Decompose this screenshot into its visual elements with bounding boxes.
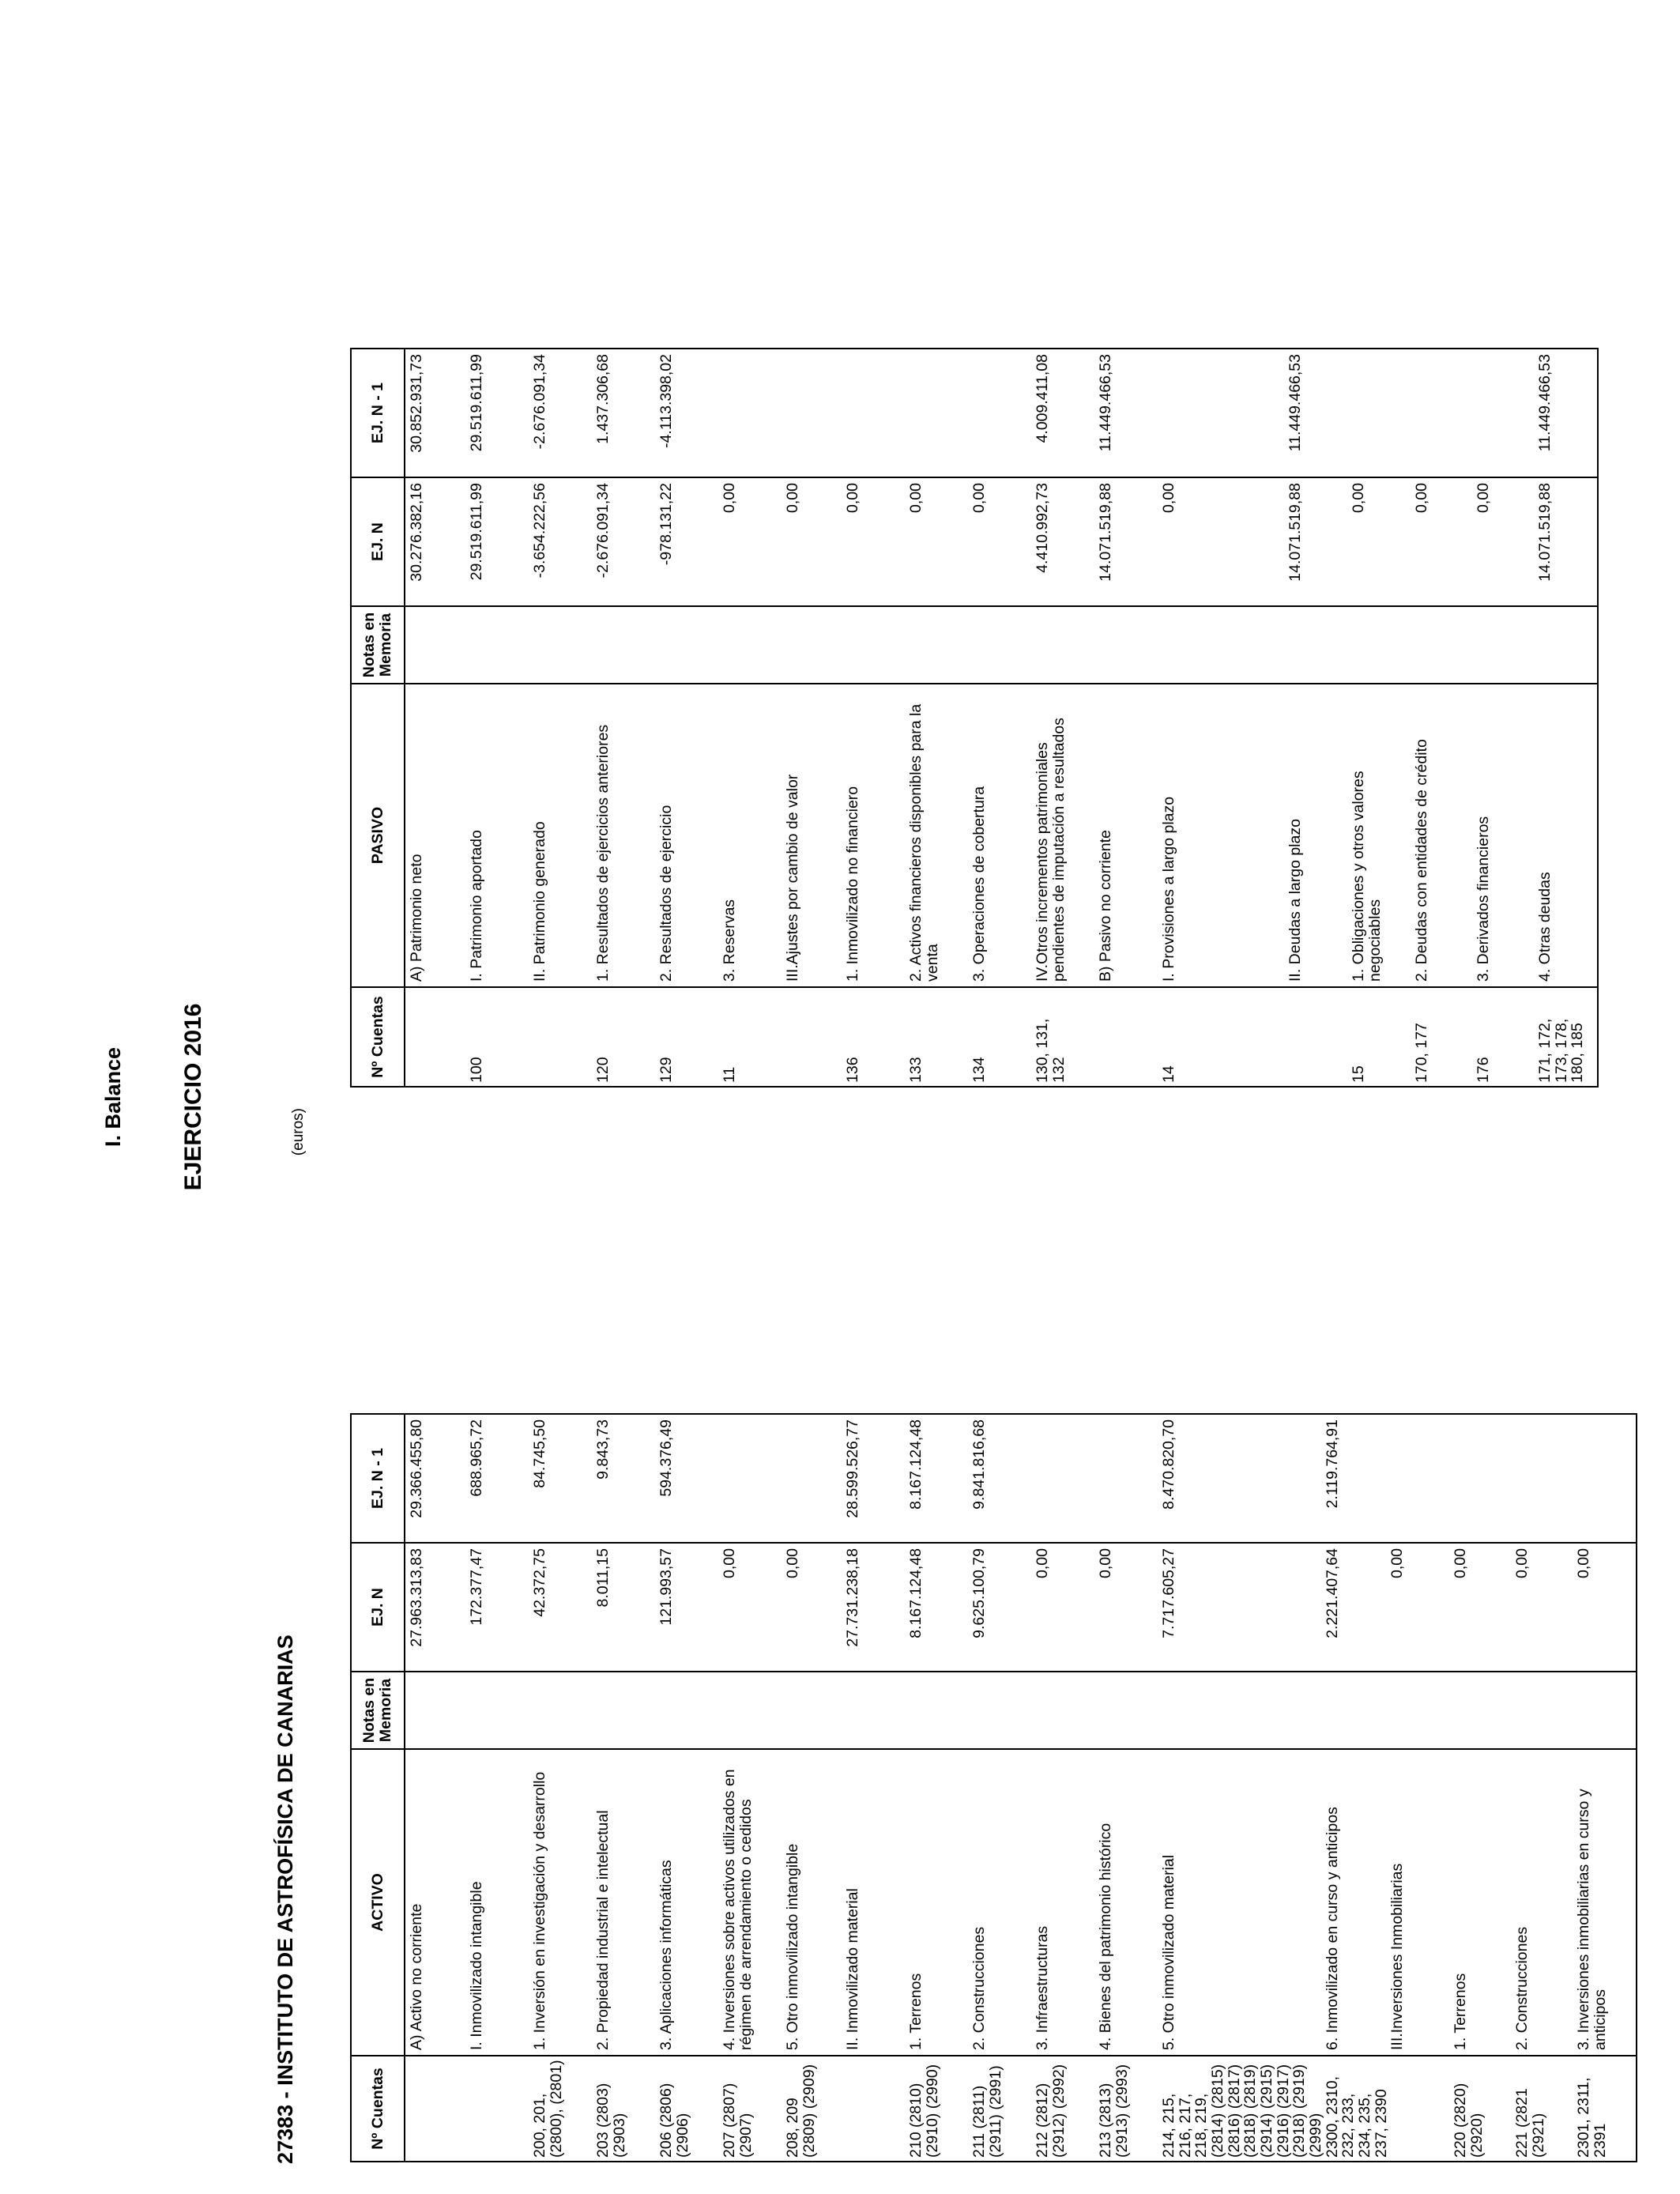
pasivo-cell-concepto: 4. Otras deudas xyxy=(1537,684,1598,987)
pasivo-cell-concepto: 3. Derivados financieros xyxy=(1475,684,1537,987)
activo-table-row xyxy=(721,1414,785,2162)
pasivo-cell-concepto: 2. Resultados de ejercicio xyxy=(658,684,721,987)
pasivo-cell-ej-n1: -2.676.091,34 xyxy=(532,349,595,477)
activo-header-row xyxy=(351,1414,405,2162)
activo-table-row xyxy=(1161,1414,1324,2162)
pasivo-cell-concepto: III.Ajustes por cambio de valor xyxy=(785,684,845,987)
pasivo-table-row xyxy=(971,349,1034,1087)
activo-cell-cuentas: 221 (2821 (2921) xyxy=(1514,2056,1576,2162)
activo-cell-cuentas: 2301, 2311, 2391 xyxy=(1576,2056,1637,2162)
activo-cell-concepto: 6. Inmovilizado en curso y anticipos xyxy=(1324,1749,1390,2056)
pasivo-col-ej-n1: EJ. N - 1 xyxy=(351,349,405,477)
activo-cell-cuentas: 2300, 2310, 232, 233, 234, 235, 237, 2390 xyxy=(1324,2056,1390,2162)
activo-cell-ej-n1 xyxy=(1034,1414,1098,1543)
pasivo-cell-cuentas xyxy=(532,987,595,1087)
activo-cell-notas xyxy=(658,1672,721,1749)
pasivo-cell-notas xyxy=(1537,606,1598,684)
pasivo-cell-cuentas: 170, 177 xyxy=(1414,987,1475,1087)
pasivo-cell-concepto: II. Patrimonio generado xyxy=(532,684,595,987)
activo-cell-concepto: 1. Terrenos xyxy=(908,1749,971,2056)
pasivo-table-row xyxy=(908,349,971,1087)
pasivo-cell-cuentas: 176 xyxy=(1475,987,1537,1087)
pasivo-cell-concepto: A) Patrimonio neto xyxy=(405,684,469,987)
activo-cell-ej-n: 0,00 xyxy=(1514,1543,1576,1672)
pasivo-table-row xyxy=(1414,349,1475,1087)
activo-cell-concepto: 3. Aplicaciones informáticas xyxy=(658,1749,721,2056)
activo-cell-notas xyxy=(785,1672,845,1749)
pasivo-cell-ej-n: 0,00 xyxy=(1350,477,1414,606)
pasivo-cell-concepto: IV.Otros incrementos patrimoniales pendientes de imputación a resultados xyxy=(1034,684,1098,987)
pasivo-cell-cuentas: 120 xyxy=(595,987,658,1087)
activo-cell-ej-n1: 2.119.764,91 xyxy=(1324,1414,1390,1543)
activo-table-row xyxy=(1576,1414,1637,2162)
pasivo-cell-ej-n: 14.071.519,88 xyxy=(1098,477,1161,606)
pasivo-cell-ej-n: 29.519.611,99 xyxy=(469,477,532,606)
activo-cell-concepto: 3. Inversiones inmobiliarias en curso y anticipos xyxy=(1576,1749,1637,2056)
activo-cell-cuentas xyxy=(1389,2056,1452,2162)
activo-col-concepto: ACTIVO xyxy=(351,1749,405,2056)
pasivo-cell-ej-n: 0,00 xyxy=(1161,477,1287,606)
pasivo-table-row xyxy=(1034,349,1098,1087)
pasivo-cell-notas xyxy=(1350,606,1414,684)
activo-cell-notas xyxy=(1514,1672,1576,1749)
pasivo-cell-ej-n1 xyxy=(1475,349,1537,477)
activo-cell-ej-n1: 8.470.820,70 xyxy=(1161,1414,1324,1543)
activo-table-row xyxy=(658,1414,721,2162)
activo-cell-ej-n: 0,00 xyxy=(721,1543,785,1672)
pasivo-cell-cuentas xyxy=(1287,987,1350,1087)
activo-cell-cuentas: 211 (2811) (2911) (2991) xyxy=(971,2056,1034,2162)
activo-cell-ej-n: 0,00 xyxy=(1452,1543,1514,1672)
activo-cell-notas xyxy=(1098,1672,1161,1749)
pasivo-cell-notas xyxy=(908,606,971,684)
balance-title: I. Balance xyxy=(101,1046,125,1148)
activo-cell-cuentas: 203 (2803) (2903) xyxy=(595,2056,658,2162)
activo-table-row xyxy=(1514,1414,1576,2162)
pasivo-cell-ej-n: 14.071.519,88 xyxy=(1537,477,1598,606)
pasivo-col-concepto: PASIVO xyxy=(351,684,405,987)
pasivo-table-row xyxy=(845,349,908,1087)
activo-cell-ej-n: 0,00 xyxy=(1034,1543,1098,1672)
activo-col-cuentas: Nº Cuentas xyxy=(351,2056,405,2162)
pasivo-cell-cuentas: 11 xyxy=(721,987,785,1087)
activo-cell-cuentas xyxy=(845,2056,908,2162)
pasivo-cell-notas xyxy=(1161,606,1287,684)
pasivo-cell-concepto: 3. Operaciones de cobertura xyxy=(971,684,1034,987)
activo-table xyxy=(350,1413,1637,2162)
activo-cell-ej-n: 8.167.124,48 xyxy=(908,1543,971,1672)
activo-cell-cuentas: 207 (2807) (2907) xyxy=(721,2056,785,2162)
activo-cell-notas xyxy=(1576,1672,1637,1749)
pasivo-cell-cuentas: 14 xyxy=(1161,987,1287,1087)
activo-cell-concepto: 2. Construcciones xyxy=(1514,1749,1576,2056)
pasivo-cell-ej-n: -978.131,22 xyxy=(658,477,721,606)
activo-col-notas: Notas en Memoria xyxy=(351,1672,405,1749)
pasivo-cell-notas xyxy=(1414,606,1475,684)
pasivo-table-row xyxy=(469,349,532,1087)
activo-cell-notas xyxy=(405,1672,469,1749)
activo-table-row xyxy=(971,1414,1034,2162)
activo-cell-ej-n: 2.221.407,64 xyxy=(1324,1543,1390,1672)
pasivo-table-row xyxy=(1098,349,1161,1087)
activo-cell-cuentas: 220 (2820) (2920) xyxy=(1452,2056,1514,2162)
activo-cell-concepto: 1. Terrenos xyxy=(1452,1749,1514,2056)
activo-table-row xyxy=(469,1414,532,2162)
pasivo-cell-cuentas: 133 xyxy=(908,987,971,1087)
pasivo-table-row xyxy=(785,349,845,1087)
pasivo-cell-notas xyxy=(721,606,785,684)
activo-cell-notas xyxy=(1324,1672,1390,1749)
ejercicio-title: EJERCICIO 2016 xyxy=(180,1003,206,1191)
activo-table-row xyxy=(845,1414,908,2162)
pasivo-cell-concepto: I. Provisiones a largo plazo xyxy=(1161,684,1287,987)
activo-cell-concepto: 2. Propiedad industrial e intelectual xyxy=(595,1749,658,2056)
pasivo-cell-ej-n1: 1.437.306,68 xyxy=(595,349,658,477)
pasivo-cell-ej-n: -2.676.091,34 xyxy=(595,477,658,606)
activo-cell-ej-n: 0,00 xyxy=(1389,1543,1452,1672)
activo-cell-concepto: 1. Inversión en investigación y desarrollo xyxy=(532,1749,595,2056)
pasivo-cell-notas xyxy=(785,606,845,684)
activo-table-row xyxy=(1452,1414,1514,2162)
entity-title: 27383 - INSTITUTO DE ASTROFÍSICA DE CANARIAS xyxy=(273,1634,297,2164)
pasivo-cell-cuentas: 100 xyxy=(469,987,532,1087)
activo-cell-concepto: A) Activo no corriente xyxy=(405,1749,469,2056)
activo-col-ej-n1: EJ. N - 1 xyxy=(351,1414,405,1543)
pasivo-cell-concepto: 3. Reservas xyxy=(721,684,785,987)
pasivo-cell-ej-n: 14.071.519,88 xyxy=(1287,477,1350,606)
pasivo-cell-notas xyxy=(1034,606,1098,684)
activo-cell-ej-n1 xyxy=(785,1414,845,1543)
activo-table-row xyxy=(532,1414,595,2162)
activo-cell-ej-n1: 594.376,49 xyxy=(658,1414,721,1543)
activo-cell-cuentas: 212 (2812) (2912) (2992) xyxy=(1034,2056,1098,2162)
pasivo-cell-ej-n1 xyxy=(1161,349,1287,477)
activo-cell-notas xyxy=(1161,1672,1324,1749)
activo-cell-concepto: I. Inmovilizado intangible xyxy=(469,1749,532,2056)
pasivo-cell-cuentas: 134 xyxy=(971,987,1034,1087)
pasivo-col-notas: Notas en Memoria xyxy=(351,606,405,684)
activo-table-row xyxy=(1389,1414,1452,2162)
pasivo-cell-notas xyxy=(595,606,658,684)
pasivo-cell-concepto: 2. Activos financieros disponibles para la venta xyxy=(908,684,971,987)
pasivo-cell-concepto: 2. Deudas con entidades de crédito xyxy=(1414,684,1475,987)
activo-cell-notas xyxy=(908,1672,971,1749)
pasivo-header-row xyxy=(351,349,405,1087)
pasivo-cell-notas xyxy=(469,606,532,684)
pasivo-cell-notas xyxy=(1098,606,1161,684)
activo-cell-ej-n: 8.011,15 xyxy=(595,1543,658,1672)
activo-cell-concepto: 5. Otro inmovilizado intangible xyxy=(785,1749,845,2056)
pasivo-cell-ej-n1: -4.113.398,02 xyxy=(658,349,721,477)
activo-cell-concepto: 2. Construcciones xyxy=(971,1749,1034,2056)
pasivo-cell-ej-n: 0,00 xyxy=(721,477,785,606)
pasivo-cell-ej-n: 0,00 xyxy=(1475,477,1537,606)
activo-cell-notas xyxy=(971,1672,1034,1749)
activo-cell-notas xyxy=(845,1672,908,1749)
currency-note: (euros) xyxy=(290,1108,307,1156)
activo-cell-concepto: 4. Inversiones sobre activos utilizados en régimen de arrendamiento o cedidos xyxy=(721,1749,785,2056)
pasivo-cell-cuentas xyxy=(1098,987,1161,1087)
pasivo-cell-cuentas: 15 xyxy=(1350,987,1414,1087)
pasivo-table-row xyxy=(595,349,658,1087)
activo-cell-ej-n1: 8.167.124,48 xyxy=(908,1414,971,1543)
pasivo-cell-ej-n: 30.276.382,16 xyxy=(405,477,469,606)
pasivo-cell-ej-n1 xyxy=(1350,349,1414,477)
activo-cell-cuentas xyxy=(469,2056,532,2162)
activo-cell-ej-n1: 688.965,72 xyxy=(469,1414,532,1543)
activo-cell-concepto: 3. Infraestructuras xyxy=(1034,1749,1098,2056)
activo-cell-ej-n: 0,00 xyxy=(1576,1543,1637,1672)
pasivo-table-row xyxy=(532,349,595,1087)
pasivo-cell-cuentas: 136 xyxy=(845,987,908,1087)
activo-cell-ej-n1: 28.599.526,77 xyxy=(845,1414,908,1543)
pasivo-cell-cuentas: 130, 131, 132 xyxy=(1034,987,1098,1087)
activo-cell-ej-n1: 9.843,73 xyxy=(595,1414,658,1543)
pasivo-col-ej-n: EJ. N xyxy=(351,477,405,606)
activo-table-body xyxy=(405,1414,1637,2162)
pasivo-cell-notas xyxy=(1475,606,1537,684)
pasivo-cell-ej-n1: 11.449.466,53 xyxy=(1537,349,1598,477)
pasivo-cell-ej-n: 0,00 xyxy=(971,477,1034,606)
pasivo-table xyxy=(350,348,1599,1088)
activo-cell-cuentas: 200, 201, (2800), (2801) xyxy=(532,2056,595,2162)
activo-cell-notas xyxy=(469,1672,532,1749)
pasivo-cell-ej-n1 xyxy=(908,349,971,477)
activo-cell-cuentas: 208, 209 (2809) (2909) xyxy=(785,2056,845,2162)
activo-cell-concepto: 5. Otro inmovilizado material xyxy=(1161,1749,1324,2056)
activo-cell-ej-n1: 29.366.455,80 xyxy=(405,1414,469,1543)
activo-cell-ej-n1 xyxy=(1514,1414,1576,1543)
activo-cell-ej-n1 xyxy=(1576,1414,1637,1543)
pasivo-cell-ej-n1 xyxy=(1414,349,1475,477)
pasivo-cell-notas xyxy=(532,606,595,684)
pasivo-cell-ej-n1: 11.449.466,53 xyxy=(1287,349,1350,477)
pasivo-cell-concepto: I. Patrimonio aportado xyxy=(469,684,532,987)
pasivo-cell-notas xyxy=(971,606,1034,684)
pasivo-cell-cuentas: 129 xyxy=(658,987,721,1087)
activo-cell-notas xyxy=(595,1672,658,1749)
pasivo-table-row xyxy=(1161,349,1287,1087)
activo-cell-cuentas: 213 (2813) (2913) (2993) xyxy=(1098,2056,1161,2162)
activo-table-row xyxy=(1324,1414,1390,2162)
pasivo-table-row xyxy=(658,349,721,1087)
pasivo-cell-concepto: 1. Resultados de ejercicios anteriores xyxy=(595,684,658,987)
activo-table-row xyxy=(595,1414,658,2162)
pasivo-table-row xyxy=(1475,349,1537,1087)
activo-col-ej-n: EJ. N xyxy=(351,1543,405,1672)
pasivo-cell-ej-n1: 11.449.466,53 xyxy=(1098,349,1161,477)
activo-cell-notas xyxy=(1034,1672,1098,1749)
activo-cell-concepto: 4. Bienes del patrimonio histórico xyxy=(1098,1749,1161,2056)
pasivo-cell-cuentas xyxy=(405,987,469,1087)
activo-cell-cuentas xyxy=(405,2056,469,2162)
pasivo-table-row xyxy=(1350,349,1414,1087)
activo-table-row xyxy=(785,1414,845,2162)
pasivo-cell-cuentas xyxy=(785,987,845,1087)
pasivo-cell-notas xyxy=(405,606,469,684)
activo-table-row xyxy=(908,1414,971,2162)
activo-cell-ej-n: 0,00 xyxy=(785,1543,845,1672)
activo-cell-concepto: II. Inmovilizado material xyxy=(845,1749,908,2056)
activo-cell-ej-n: 27.963.313,83 xyxy=(405,1543,469,1672)
activo-table-row xyxy=(1098,1414,1161,2162)
activo-cell-cuentas: 206 (2806) (2906) xyxy=(658,2056,721,2162)
pasivo-table-row xyxy=(1287,349,1350,1087)
activo-cell-ej-n1 xyxy=(1098,1414,1161,1543)
activo-cell-cuentas: 214, 215, 216, 217, 218, 219, (2814) (2815) (2816) (2817) (2818) (2819) (2914) (2915) (2916) (2917) (2918) (2919) (2999) xyxy=(1161,2056,1324,2162)
activo-cell-notas xyxy=(1389,1672,1452,1749)
pasivo-cell-ej-n1: 29.519.611,99 xyxy=(469,349,532,477)
pasivo-cell-ej-n1 xyxy=(785,349,845,477)
pasivo-cell-ej-n1 xyxy=(721,349,785,477)
activo-cell-cuentas: 210 (2810) (2910) (2990) xyxy=(908,2056,971,2162)
pasivo-cell-notas xyxy=(658,606,721,684)
activo-cell-ej-n1: 9.841.816,68 xyxy=(971,1414,1034,1543)
activo-cell-notas xyxy=(532,1672,595,1749)
pasivo-cell-concepto: 1. Obligaciones y otros valores negociables xyxy=(1350,684,1414,987)
pasivo-cell-ej-n: 0,00 xyxy=(785,477,845,606)
pasivo-cell-notas xyxy=(1287,606,1350,684)
pasivo-cell-concepto: 1. Inmovilizado no financiero xyxy=(845,684,908,987)
pasivo-cell-cuentas: 171, 172, 173, 178, 180, 185 xyxy=(1537,987,1598,1087)
activo-cell-ej-n: 121.993,57 xyxy=(658,1543,721,1672)
pasivo-cell-ej-n1 xyxy=(971,349,1034,477)
activo-cell-ej-n: 27.731.238,18 xyxy=(845,1543,908,1672)
activo-cell-concepto: III.Inversiones Inmobiliarias xyxy=(1389,1749,1452,2056)
pasivo-cell-concepto: B) Pasivo no corriente xyxy=(1098,684,1161,987)
activo-cell-ej-n: 9.625.100,79 xyxy=(971,1543,1034,1672)
pasivo-cell-ej-n: 0,00 xyxy=(908,477,971,606)
pasivo-table-row xyxy=(721,349,785,1087)
activo-cell-ej-n1 xyxy=(1389,1414,1452,1543)
activo-cell-ej-n: 7.717.605,27 xyxy=(1161,1543,1324,1672)
activo-table-row xyxy=(1034,1414,1098,2162)
pasivo-cell-ej-n: -3.654.222,56 xyxy=(532,477,595,606)
pasivo-cell-ej-n1: 4.009.411,08 xyxy=(1034,349,1098,477)
pasivo-cell-ej-n: 0,00 xyxy=(845,477,908,606)
pasivo-table-body xyxy=(405,349,1598,1087)
pasivo-cell-ej-n: 4.410.992,73 xyxy=(1034,477,1098,606)
activo-table-row xyxy=(405,1414,469,2162)
activo-cell-ej-n1 xyxy=(721,1414,785,1543)
activo-cell-notas xyxy=(721,1672,785,1749)
pasivo-cell-ej-n1 xyxy=(845,349,908,477)
activo-cell-ej-n: 0,00 xyxy=(1098,1543,1161,1672)
pasivo-table-row xyxy=(405,349,469,1087)
activo-cell-ej-n1 xyxy=(1452,1414,1514,1543)
pasivo-table-row xyxy=(1537,349,1598,1087)
pasivo-cell-notas xyxy=(845,606,908,684)
pasivo-cell-ej-n: 0,00 xyxy=(1414,477,1475,606)
activo-cell-ej-n: 172.377,47 xyxy=(469,1543,532,1672)
pasivo-cell-ej-n1: 30.852.931,73 xyxy=(405,349,469,477)
pasivo-cell-concepto: II. Deudas a largo plazo xyxy=(1287,684,1350,987)
activo-cell-notas xyxy=(1452,1672,1514,1749)
activo-cell-ej-n1: 84.745,50 xyxy=(532,1414,595,1543)
pasivo-col-cuentas: Nº Cuentas xyxy=(351,987,405,1087)
activo-cell-ej-n: 42.372,75 xyxy=(532,1543,595,1672)
